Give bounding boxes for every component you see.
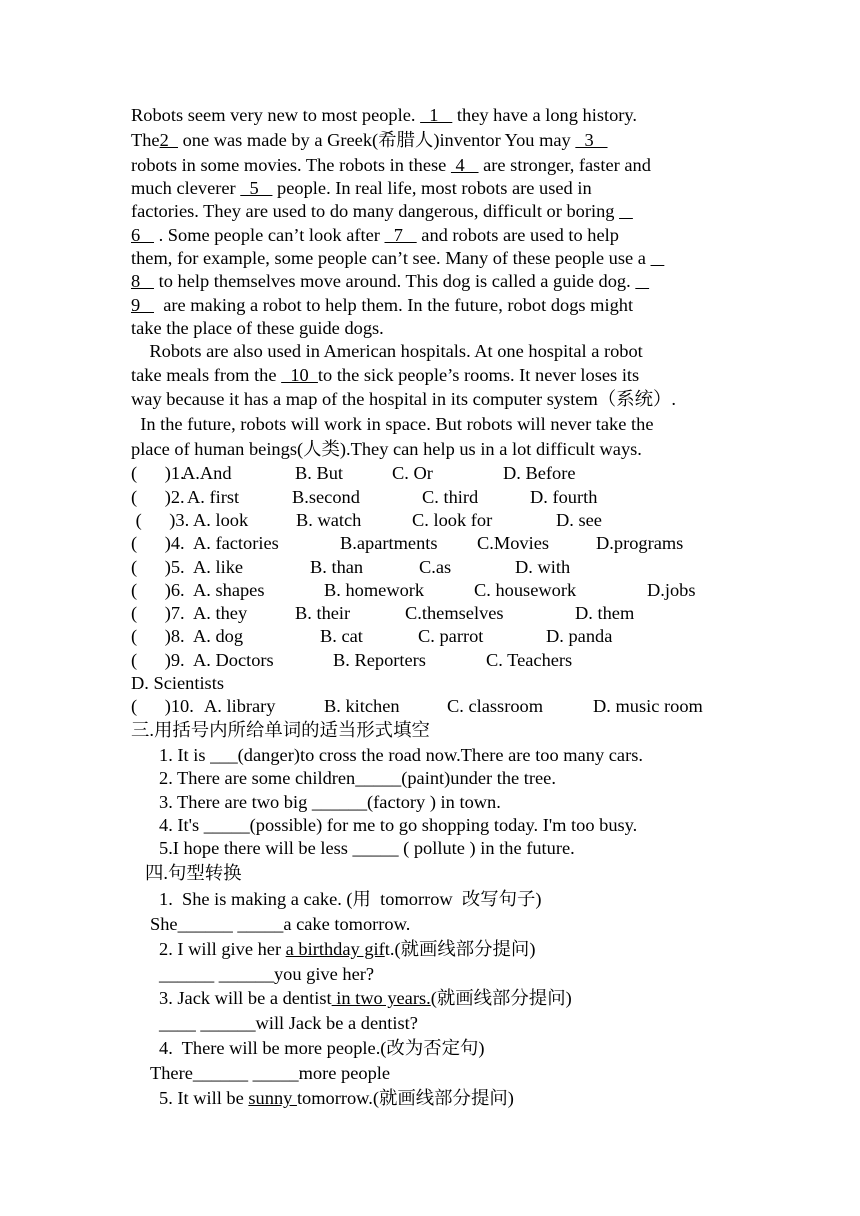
answer-line: There______ _____more people — [150, 1063, 391, 1083]
underlined-phrase: a birthday gif — [285, 939, 385, 959]
option-c: C.themselves — [405, 603, 504, 623]
list-item: 4. It's _____(possible) for me to go shopping today. I'm too busy. — [159, 815, 638, 835]
option-d: D.programs — [596, 533, 684, 553]
option-d: D. with — [515, 557, 571, 577]
passage-line: 8 to help themselves move around. This dog is called a guide dog. — [131, 270, 649, 293]
passage-line: factories. They are used to do many dangerous, difficult or boring — [131, 200, 633, 223]
section-heading: 三.用括号内所给单词的适当形式填空 — [131, 720, 430, 740]
option-d: D.jobs — [647, 580, 696, 600]
underlined-phrase: sunny — [248, 1088, 297, 1108]
blank-7: 7 — [384, 225, 417, 245]
blank-5: 5 — [240, 178, 273, 198]
answer-line: ______ ______you give her? — [159, 964, 375, 984]
blank-8-start — [651, 248, 665, 268]
option-c: C. Or — [392, 463, 433, 483]
blank-8: 8 — [131, 271, 154, 291]
passage-line: them, for example, some people can’t see. Many of these people use a — [131, 247, 664, 270]
question: 4. There will be more people.(改为否定句) — [159, 1038, 485, 1058]
option-c: C. look for — [412, 510, 493, 530]
passage-line: take meals from the 10 to the sick people’s rooms. It never loses its — [131, 365, 640, 385]
option-a: A. Doctors — [193, 650, 274, 670]
answer-line: She______ _____a cake tomorrow. — [150, 914, 411, 934]
question: 3. Jack will be a dentist in two years.(就画线部分提问) — [159, 988, 572, 1008]
option-d: D. music room — [593, 696, 703, 716]
option-a: A. look — [193, 510, 249, 530]
passage-line: In the future, robots will work in space. But robots will never take the — [131, 414, 654, 434]
option-a: A. factories — [193, 533, 279, 553]
question: 1. She is making a cake. (用 tomorrow 改写句子) — [159, 889, 542, 909]
option-a: A. library — [204, 696, 276, 716]
option-b: B. But — [295, 463, 344, 483]
passage-line: take the place of these guide dogs. — [131, 318, 384, 338]
list-item: 5.I hope there will be less _____ ( pollute ) in the future. — [159, 838, 575, 858]
blank-9-start — [635, 271, 649, 291]
list-item: 1. It is ___(danger)to cross the road now.There are too many cars. — [159, 745, 643, 765]
option-a: A.And — [182, 463, 232, 483]
blank-1: 1 — [420, 105, 453, 125]
passage-line: 6 . Some people can’t look after 7 and robots are used to help — [131, 225, 619, 245]
option-c: C. classroom — [447, 696, 544, 716]
question: 5. It will be sunny tomorrow.(就画线部分提问) — [159, 1088, 514, 1108]
section-heading: 四.句型转换 — [145, 863, 242, 883]
option-a: A. first — [187, 487, 240, 507]
option-c: C. parrot — [418, 626, 484, 646]
option-b: B. their — [295, 603, 351, 623]
passage-line: place of human beings(人类).They can help us in a lot difficult ways. — [131, 439, 642, 459]
option-d: D. panda — [546, 626, 613, 646]
passage-line: much cleverer 5 people. In real life, most robots are used in — [131, 178, 592, 198]
option-b: B.apartments — [340, 533, 438, 553]
blank-4: 4 — [450, 155, 479, 175]
option-b: B. than — [310, 557, 364, 577]
option-b: B. homework — [324, 580, 425, 600]
blank-3: 3 — [575, 130, 608, 150]
answer-line: ____ ______will Jack be a dentist? — [159, 1013, 418, 1033]
option-b: B.second — [292, 487, 360, 507]
option-d: D. see — [556, 510, 602, 530]
option-d: D. them — [575, 603, 635, 623]
blank-9: 9 — [131, 295, 154, 315]
passage-line: robots in some movies. The robots in these 4 are stronger, faster and — [131, 155, 651, 175]
option-a: A. they — [193, 603, 248, 623]
option-d: D. fourth — [530, 487, 598, 507]
option-c: C.Movies — [477, 533, 550, 553]
option-a: A. like — [193, 557, 244, 577]
worksheet-page: Robots seem very new to most people. 1 they have a long history. The2 one was made by a Greek(希腊人)inventor You may 3 robots in some movies. The robots in these 4 are stronger, faster and much cleverer 5 people. In real life, most robots are used in factories. They are used to do many dangerous, difficult or boring 6 . Some people can’t look after 7 and robots are used to help them, for example, some people can’t see. Many of these people use a 8 to help themselves move around. This dog is called a guide dog. 9 are making a robot to help them. In the future, robot dogs might take the place of these guide dogs. Robots are also used in American hospitals. At one hospital a robot take meals from the 10 to the sick people’s rooms. It never loses its way because it has a map of the hospital in its computer system（系统）. In the future, robots will work in space. But robots will never take the place of human beings(人类).They can help us in a lot difficult ways. ( )1. A.And B. But C. Or D. Before ( )2. A. first B.second C. third D. fourth ( )3. A. look B. watch C. look for D. see ( )4. A. factories B.apartments C.Movies D.programs ( )5. A. like B. than C.as D. with ( )6. A. shapes B. homework C. housework D.jobs ( )7. A. they B. their C.themselves D. them ( )8. A. dog B. cat C. parrot D. panda ( )9. A. Doctors B. Reporters C. Teachers D. Scientists ( )10. A. library B. kitchen C. classroom D. music room 三.用括号内所给单词的适当形式填空 1. It is ___(danger)to cross the road now.There are too many cars. 2. There are some children_____(paint)under the tree. 3. There are two big ______(factory ) in town. 4. It's _____(possible) for me to go shopping today. I'm too busy. 5.I hope there will be less _____ ( pollute ) in the future. 四.句型转换 1. She is making a cake. (用 tomorrow 改写句子) She______ _____a cake tomorrow. 2. I will give her a birthday gift.(就画线部分提问) ______ ______you give her? 3. Jack will be a dentist in two years.(就画线部分提问) ____ ______will Jack be a dentist? 4. There will be more people.(改为否定句) There______ _____more people 5. It will be sunny tomorrow.(就画线部分提问) — [131, 105, 703, 1108]
option-c: C. housework — [474, 580, 577, 600]
option-b: B. kitchen — [324, 696, 400, 716]
blank-10: 10 — [281, 365, 318, 385]
blank-2: 2 — [159, 130, 178, 150]
option-b: B. cat — [320, 626, 363, 646]
blank-6: 6 — [131, 225, 154, 245]
list-item: 2. There are some children_____(paint)under the tree. — [159, 768, 556, 788]
option-c: C. third — [422, 487, 479, 507]
passage-line: Robots seem very new to most people. 1 they have a long history. — [131, 105, 638, 125]
passage-line: 9 are making a robot to help them. In the future, robot dogs might — [131, 295, 634, 315]
passage-line: Robots are also used in American hospitals. At one hospital a robot — [131, 341, 643, 361]
underlined-phrase: in two years. — [331, 988, 431, 1008]
option-d: D. Before — [503, 463, 576, 483]
option-a: A. shapes — [193, 580, 265, 600]
option-b: B. watch — [296, 510, 362, 530]
option-a: A. dog — [193, 626, 244, 646]
option-c: C. Teachers — [486, 650, 573, 670]
passage-line: way because it has a map of the hospital in its computer system（系统）. — [131, 389, 676, 409]
option-b: B. Reporters — [333, 650, 426, 670]
option-d: D. Scientists — [131, 673, 224, 693]
option-c: C.as — [419, 557, 452, 577]
question: 2. I will give her a birthday gift.(就画线部分提问) — [159, 939, 536, 959]
list-item: 3. There are two big ______(factory ) in town. — [159, 792, 501, 812]
blank-6-start — [619, 201, 633, 221]
passage-line: The2 one was made by a Greek(希腊人)inventor You may 3 — [131, 130, 608, 150]
